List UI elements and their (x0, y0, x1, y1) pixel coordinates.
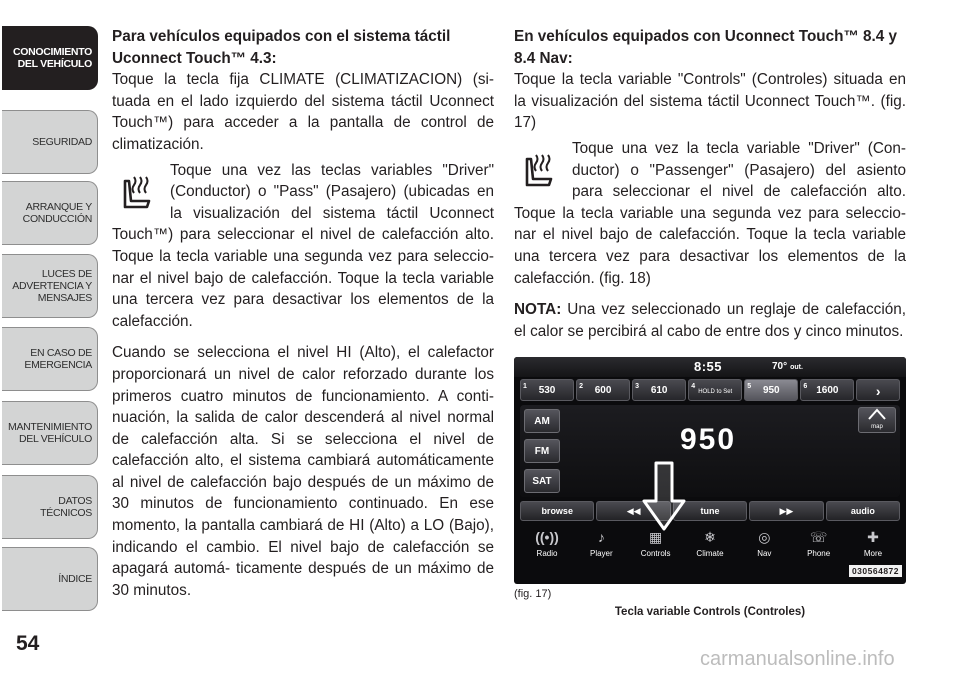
phone-icon: ☏ (809, 528, 828, 545)
menu-climate[interactable]: ❄ Climate (683, 525, 737, 565)
menu-phone[interactable]: ☏ Phone (792, 525, 846, 565)
paragraph: Toque una vez la tecla variable "Driver" (Con- ductor) o "Passenger" (Pasajero) del asiento para seleccionar el nivel de calefacción alto. Toque la tecla variable una segunda vez para seleccio- nar el nivel bajo de calefacción. Toque la tecla variable una tercera vez para desactivar los elementos de la calefacción. (fig. 18) (514, 139, 906, 287)
seek-back-button[interactable]: ◀◀ (596, 501, 670, 521)
note-text: Una vez seleccionado un reglaje de calefacción, el calor se percibirá al cabo de entre dos y cinco minutos. (514, 301, 906, 340)
watermark: carmanualsonline.info (700, 648, 895, 670)
clock: 8:55 (694, 359, 723, 374)
paragraph: Toque la tecla fija CLIMATE (CLIMATIZACION) (si- tuada en el lado izquierdo del sistema táctil Uconnect Touch™) para acceder a la pantalla de control de climatización. (112, 71, 494, 153)
preset-button-selected[interactable]: 5 950 (744, 379, 798, 401)
preset-button[interactable]: 4 HOLD to Set (688, 379, 742, 401)
preset-next-button[interactable]: › (856, 379, 900, 401)
band-fm-button[interactable]: FM (524, 439, 560, 463)
tuner-controls (520, 501, 900, 521)
heated-seat-icon (514, 144, 564, 194)
map-arrow-icon (868, 408, 886, 420)
band-am-button[interactable]: AM (524, 409, 560, 433)
note (514, 299, 906, 342)
icon-paragraph (112, 160, 494, 333)
pointer-arrow-icon (642, 461, 686, 531)
menu-player[interactable]: ♪ Player (574, 525, 628, 565)
menu-controls[interactable]: ▦ Controls (629, 525, 683, 565)
current-frequency: 950 (680, 423, 737, 456)
page-number: 54 (16, 632, 40, 655)
tune-button[interactable]: tune (673, 501, 747, 521)
preset-button[interactable]: 1 530 (520, 379, 574, 401)
right-column (514, 26, 906, 342)
audio-button[interactable]: audio (826, 501, 900, 521)
compass-icon: ◎ (758, 528, 771, 545)
plus-icon: ✚ (867, 528, 879, 545)
browse-button[interactable]: browse (520, 501, 594, 521)
paragraph: Toque la tecla variable "Controls" (Controles) situada en la visualización del sistema táctil Uconnect Touch™. (fig. 17) (514, 71, 906, 132)
tab-indice[interactable]: ÍNDICE (2, 547, 98, 611)
note-label: NOTA: (514, 301, 562, 319)
tab-seguridad[interactable]: SEGURIDAD (2, 110, 98, 174)
preset-button[interactable]: 6 1600 (800, 379, 854, 401)
tab-conocimiento[interactable]: CONOCIMIENTO DEL VEHÍCULO (2, 26, 98, 90)
figure-label: (fig. 17) (514, 588, 552, 600)
menu-nav[interactable]: ◎ Nav (737, 525, 791, 565)
paragraph: Toque una vez las teclas variables "Driver" (Conductor) o "Pass" (Pasajero) (ubicadas en la visualización del sistema táctil Uconnect Touch™) para seleccionar el nivel de calefacción alto. Toque la tecla variable una segunda vez para seleccio- nar el nivel bajo de calefacción. Toque la tecla variable una tercera vez para desactivar los elementos de la calefacción. (112, 161, 494, 330)
figure-caption: Tecla variable Controls (Controles) (614, 606, 806, 618)
uconnect-screen-figure (514, 357, 906, 584)
outside-temp: 70° out. (772, 361, 803, 372)
menu-radio[interactable]: ((•)) Radio (520, 525, 574, 565)
seek-forward-button[interactable]: ▶▶ (749, 501, 823, 521)
preset-button[interactable]: 3 610 (632, 379, 686, 401)
tab-emergencia[interactable]: EN CASO DE EMERGENCIA (2, 327, 98, 391)
icon-paragraph (514, 138, 906, 289)
preset-button[interactable]: 2 600 (576, 379, 630, 401)
status-bar (514, 357, 906, 377)
left-column (112, 26, 494, 601)
map-button[interactable]: map (858, 407, 896, 433)
tab-luces[interactable]: LUCES DE ADVERTENCIA Y MENSAJES (2, 254, 98, 318)
main-menu (520, 525, 900, 565)
tab-mantenimiento[interactable]: MANTENIMIENTO DEL VEHÍCULO (2, 401, 98, 465)
radio-main-area (520, 405, 900, 497)
tab-arranque[interactable]: ARRANQUE Y CONDUCCIÓN (2, 181, 98, 245)
figure-code: 030564872 (849, 565, 902, 577)
paragraph: Cuando se selecciona el nivel HI (Alto), el calefactor proporcionará un nivel de calor reforzado durante los primeros cuatro minutos de funcionamiento. A conti- nuación, la salida de calor descenderá al nivel normal de calefacción alta. Si se selecciona el nivel de calefacción alto, el sistema cambiará automáticamente al nivel de calefacción bajo después de un máximo de 30 minutos de funcionamiento continuado. En ese momento, la pantalla cambiará de HI (Alto) a LO (Bajo), indicando el cambio. El nivel bajo de calefacción se apagará automá- ticamente después de un máximo de 30 minutos. (112, 344, 494, 599)
band-sat-button[interactable]: SAT (524, 469, 560, 493)
music-note-icon: ♪ (597, 529, 605, 545)
menu-more[interactable]: ✚ More (846, 525, 900, 565)
section-heading-4-3: Para vehículos equipados con el sistema táctil Uconnect Touch™ 4.3: (112, 28, 451, 67)
section-heading-8-4: En vehículos equipados con Uconnect Touch™ 8.4 y 8.4 Nav: (514, 28, 898, 67)
chapter-tab-rail (0, 0, 104, 678)
preset-bar (520, 379, 900, 401)
tab-datos[interactable]: DATOS TÉCNICOS (2, 475, 98, 539)
climate-icon: ❄ (704, 528, 716, 545)
radio-icon: ((•)) (535, 529, 559, 545)
controls-icon: ▦ (649, 528, 663, 545)
heated-seat-icon (112, 166, 162, 216)
